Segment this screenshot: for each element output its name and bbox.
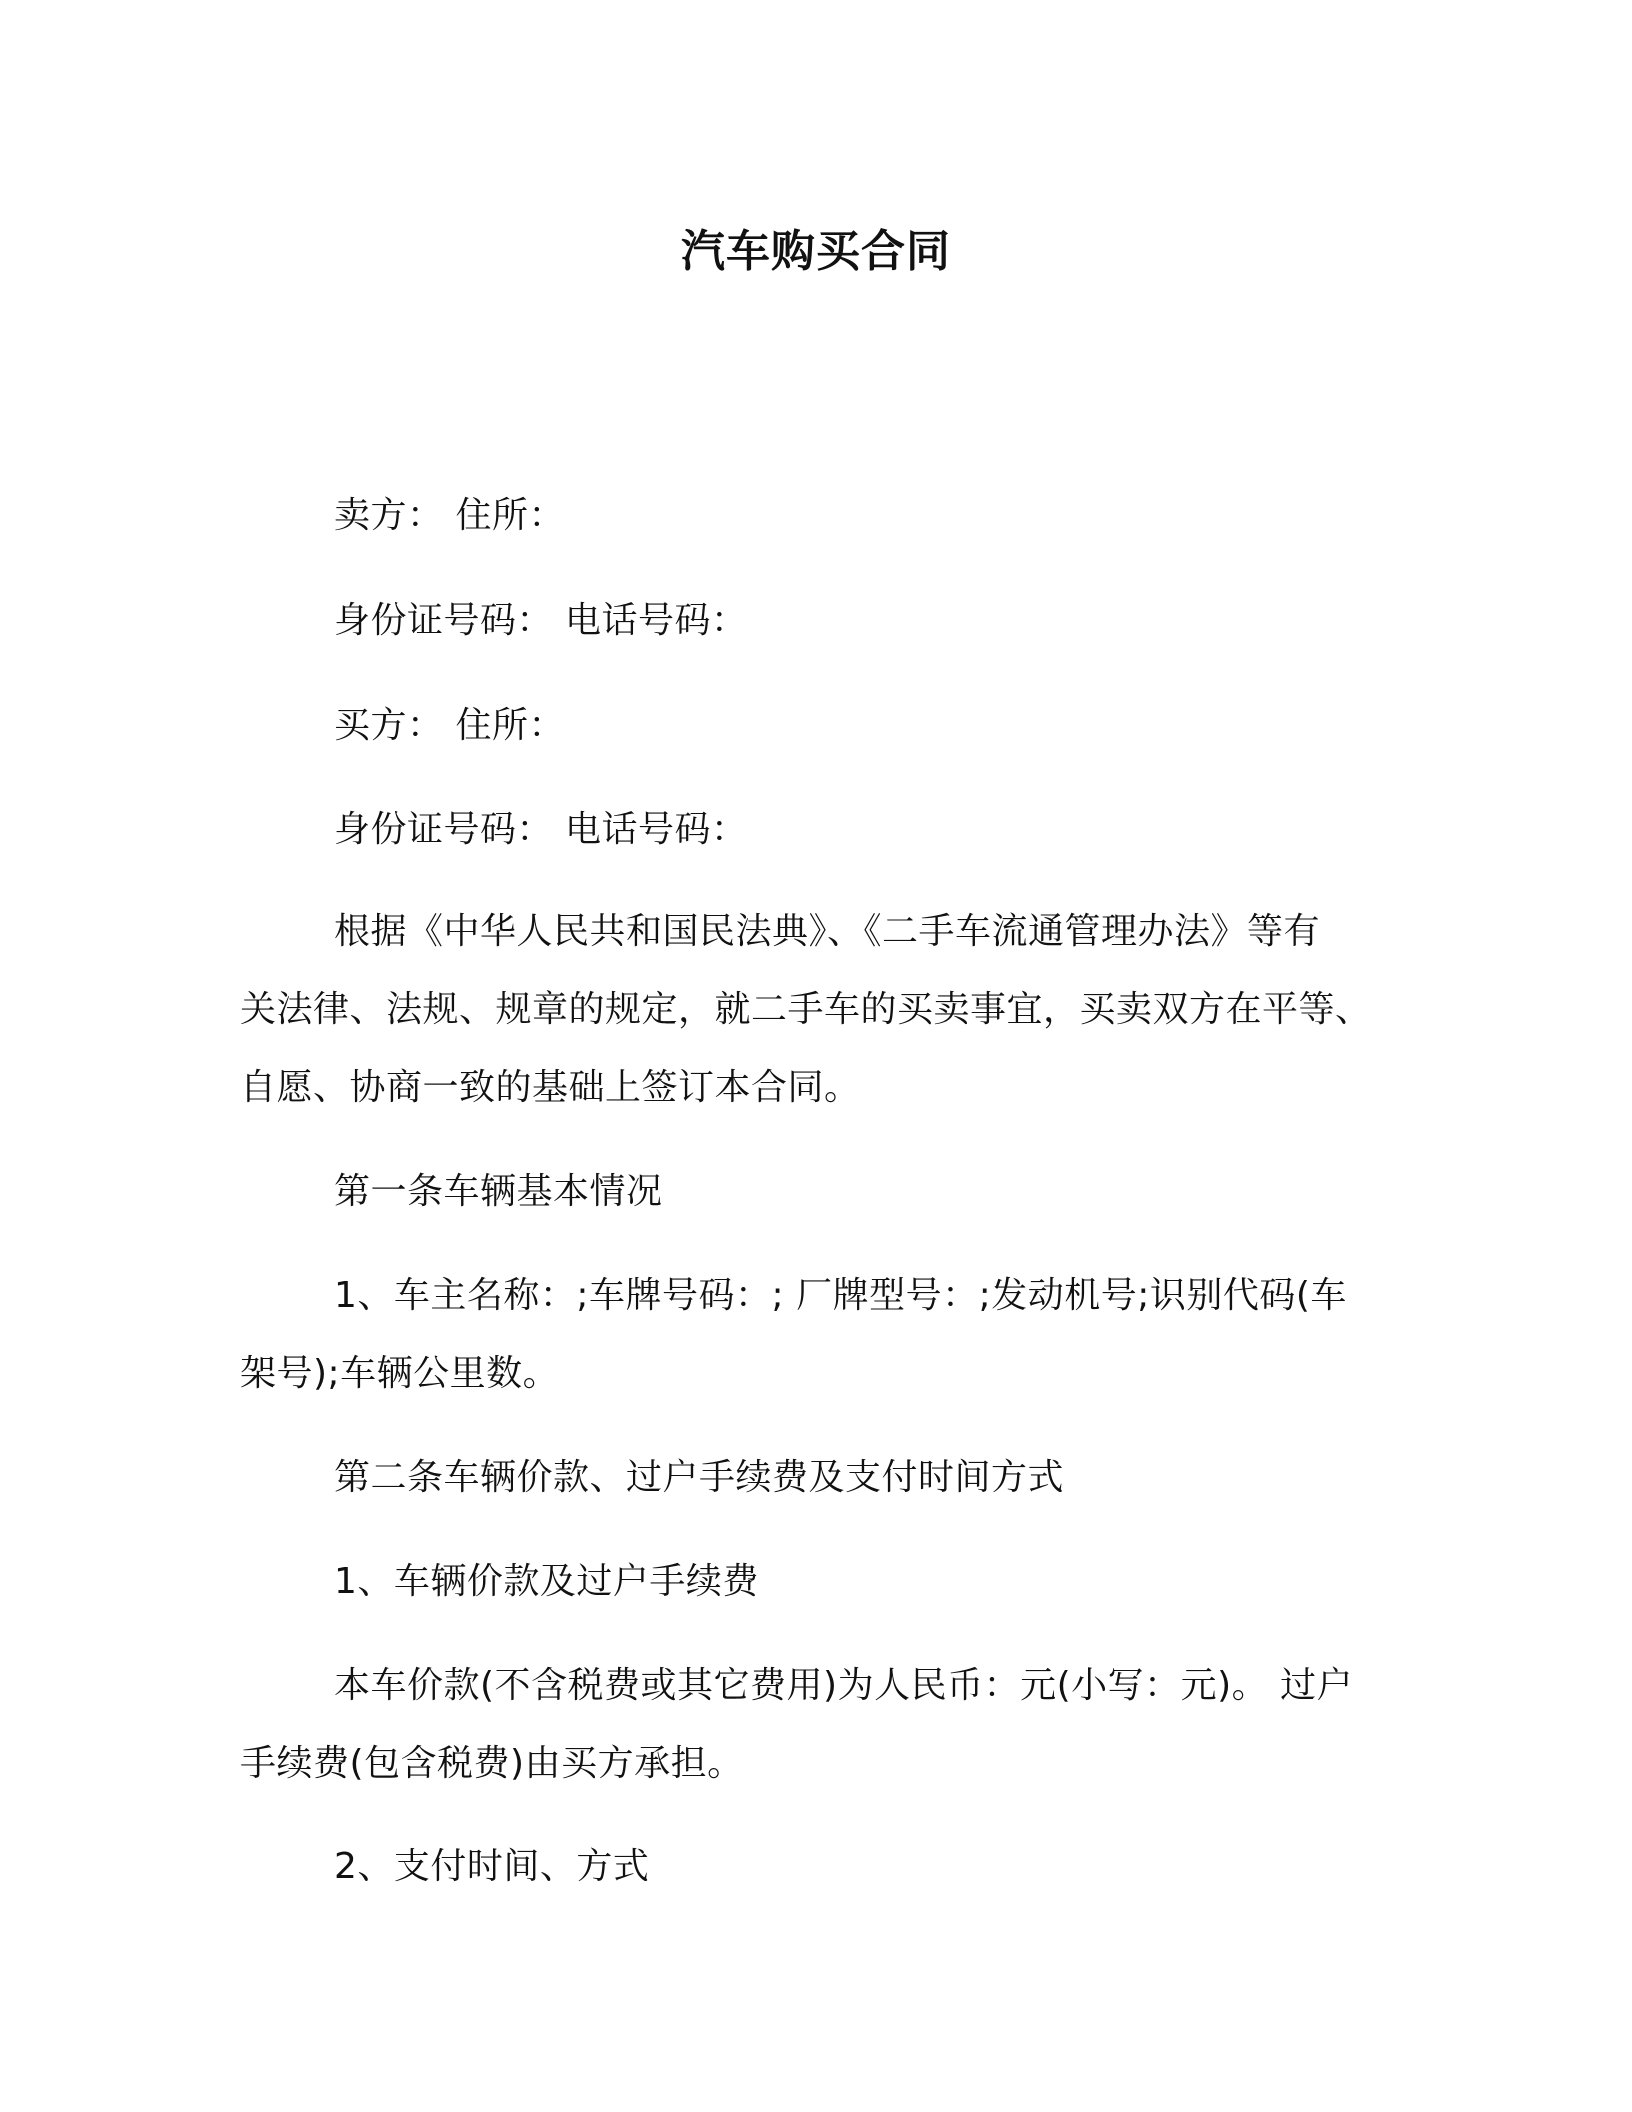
contract-title: 汽车购买合同 (681, 226, 951, 277)
vehicle-info-line-2: 架号);车辆公里数。 (240, 1353, 560, 1394)
legal-basis-paragraph-line-1: 根据《中华人民共和国民法典》、《二手车流通管理办法》等有 (334, 911, 1321, 952)
seller-id-phone-line: 身份证号码： 电话号码： (334, 600, 748, 641)
article-two-heading: 第二条车辆价款、过户手续费及支付时间方式 (334, 1457, 1065, 1498)
article-one-heading: 第一条车辆基本情况 (334, 1171, 663, 1212)
price-subheading: 1、车辆价款及过户手续费 (334, 1561, 759, 1602)
legal-basis-paragraph-line-2: 关法律、法规、规章的规定，就二手车的买卖事宜，买卖双方在平等、 (240, 989, 1372, 1030)
price-paragraph-line-2: 手续费(包含税费)由买方承担。 (240, 1743, 744, 1784)
vehicle-info-line-1: 1、车主名称：;车牌号码：; 厂牌型号：;发动机号;识别代码(车 (334, 1275, 1347, 1316)
price-paragraph-line-1: 本车价款(不含税费或其它费用)为人民币：元(小写：元)。 过户 (334, 1665, 1354, 1706)
seller-address-line: 卖方： 住所： (334, 495, 565, 536)
buyer-id-phone-line: 身份证号码： 电话号码： (334, 809, 748, 850)
buyer-address-line: 买方： 住所： (334, 705, 565, 746)
legal-basis-paragraph-line-3: 自愿、协商一致的基础上签订本合同。 (240, 1067, 861, 1108)
payment-subheading: 2、支付时间、方式 (334, 1846, 650, 1887)
